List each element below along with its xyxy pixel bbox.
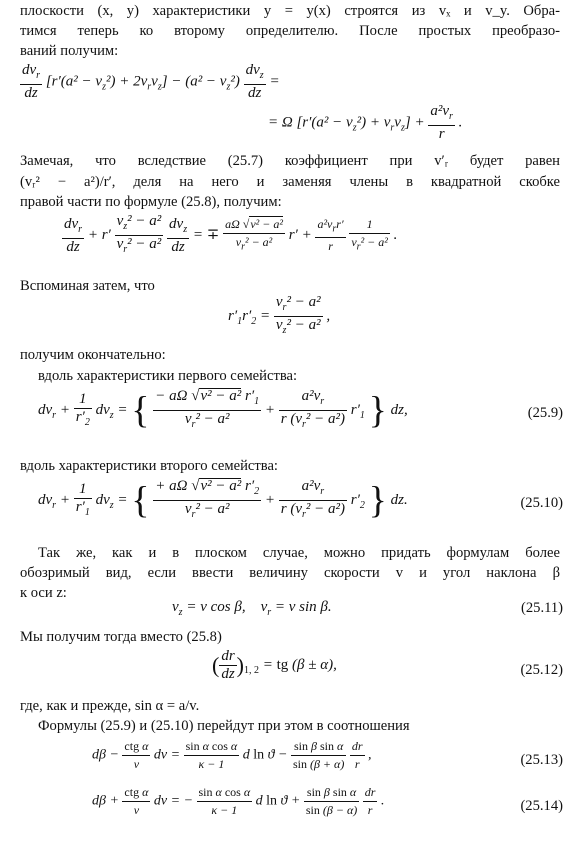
text-line-7: Вспоминая затем, что: [20, 278, 155, 294]
equation-number-25-14: (25.14): [520, 798, 563, 814]
text-line-4: Замечая, что вследствие (25.7) коэффициент при v′ᵣ будет равен: [20, 153, 560, 169]
text-line-10: вдоль характеристики второго семейства:: [20, 458, 278, 474]
equation-25-12: ( $\frac{dr}{dz}$ )$_{1, 2}$ = tg (β ± α),: [212, 648, 337, 682]
equation-25-10: $dv_r$ + $\frac{1}{r'_1}$ $dv_z$ = { $\frac{+ a\Omega √v^2 - a^2 r'_2}{v_r^2 - a^2}$ + $\frac{a^2v_r}{r (v_r^2 - a^2)}$ $r'_2$ } dz.: [38, 478, 408, 522]
equation-25-14: dβ + $\frac{\text{ctg α}}{v}$ dv = − $\frac{\text{sin α cos α}}{\kappa - 1}$ d ln ϑ + $\frac{\text{sin β sin α}}{\sin (\beta - \alpha)}$ $\frac{dr}{r}$ .: [92, 785, 385, 817]
text-line-1: плоскости (x, y) характеристики y = y(x) строятся из vₓ и v_y. Обра-: [20, 3, 560, 19]
text-line-12: обозримый вид, если ввести величину скорости v и угол наклона β: [20, 565, 560, 581]
equation-b: $\frac{dv_r}{dz}$ + r′ $\frac{v_z^2 - a^2}{v_r^2 - a^2}$ $\frac{dv_z}{dz}$ = ∓ $\frac{\text{aΩ √v² − a²}}{v_r^2 - a^2}$ r′ + $\frac{a^2v_rr'}{r}$ $\frac{1}{v_r^2 - a^2}$ .: [64, 213, 398, 255]
equation-number-25-13: (25.13): [520, 752, 563, 768]
text-line-13: к оси z:: [20, 585, 67, 601]
text-line-14: Мы получим тогда вместо (25.8): [20, 629, 222, 645]
text-line-16: Формулы (25.9) и (25.10) перейдут при этом в соотношения: [38, 718, 410, 734]
equation-a-line-1: $\frac{dv_r}{dz}$ $[r'(a^2 - v_z^2) + 2v_rv_z] - (a^2 - v_z^2)$ $\frac{dv_z}{dz}$ =: [22, 62, 280, 101]
equation-number-25-10: (25.10): [520, 495, 563, 511]
text-line-9: вдоль характеристики первого семейства:: [38, 368, 298, 384]
text-line-2: тимся теперь ко второму определителю. После простых преобразо-: [20, 23, 560, 39]
text-line-8: получим окончательно:: [20, 347, 166, 363]
equation-25-9: $dv_r$ + $\frac{1}{r'_2}$ $dv_z$ = { $\frac{- a\Omega √v^2 - a^2 r'_1}{v_r^2 - a^2}$ + $\frac{a^2v_r}{r (v_r^2 - a^2)}$ $r'_1$ } dz,: [38, 388, 408, 432]
text-line-11: Так же, как и в плоском случае, можно придать формулам более: [38, 545, 560, 561]
equation-number-25-11: (25.11): [520, 600, 563, 616]
equation-25-13: dβ − $\frac{\text{ctg α}}{v}$ dv = $\frac{\text{sin α cos α}}{\kappa - 1}$ d ln ϑ − $\frac{\text{sin β sin α}}{\sin (\beta + \alpha)}$ $\frac{dr}{r}$ ,: [92, 739, 372, 771]
equation-number-25-12: (25.12): [520, 662, 563, 678]
text-line-3: ваний получим:: [20, 43, 119, 59]
text-line-15: где, как и прежде, sin α = a/v.: [20, 698, 200, 714]
equation-a-line-2: = Ω $[r'(a^2 - v_z^2) + v_rv_z]$ + $\frac{a^2v_r}{r}$ .: [268, 103, 463, 142]
equation-25-11: $v_z = v$ cos β, $v_r = v$ sin β.: [172, 599, 332, 618]
equation-number-25-9: (25.9): [527, 405, 563, 421]
equation-c: $r'_1r'_2$ = $\frac{v_r^2 - a^2}{v_z^2 - a^2}$ ,: [228, 294, 331, 336]
text-line-6: правой части по формуле (25.8), получим:: [20, 194, 282, 210]
text-line-5: (vᵣ² − a²)/r′, деля на него и заменяя члены в квадратной скобке: [20, 174, 560, 190]
